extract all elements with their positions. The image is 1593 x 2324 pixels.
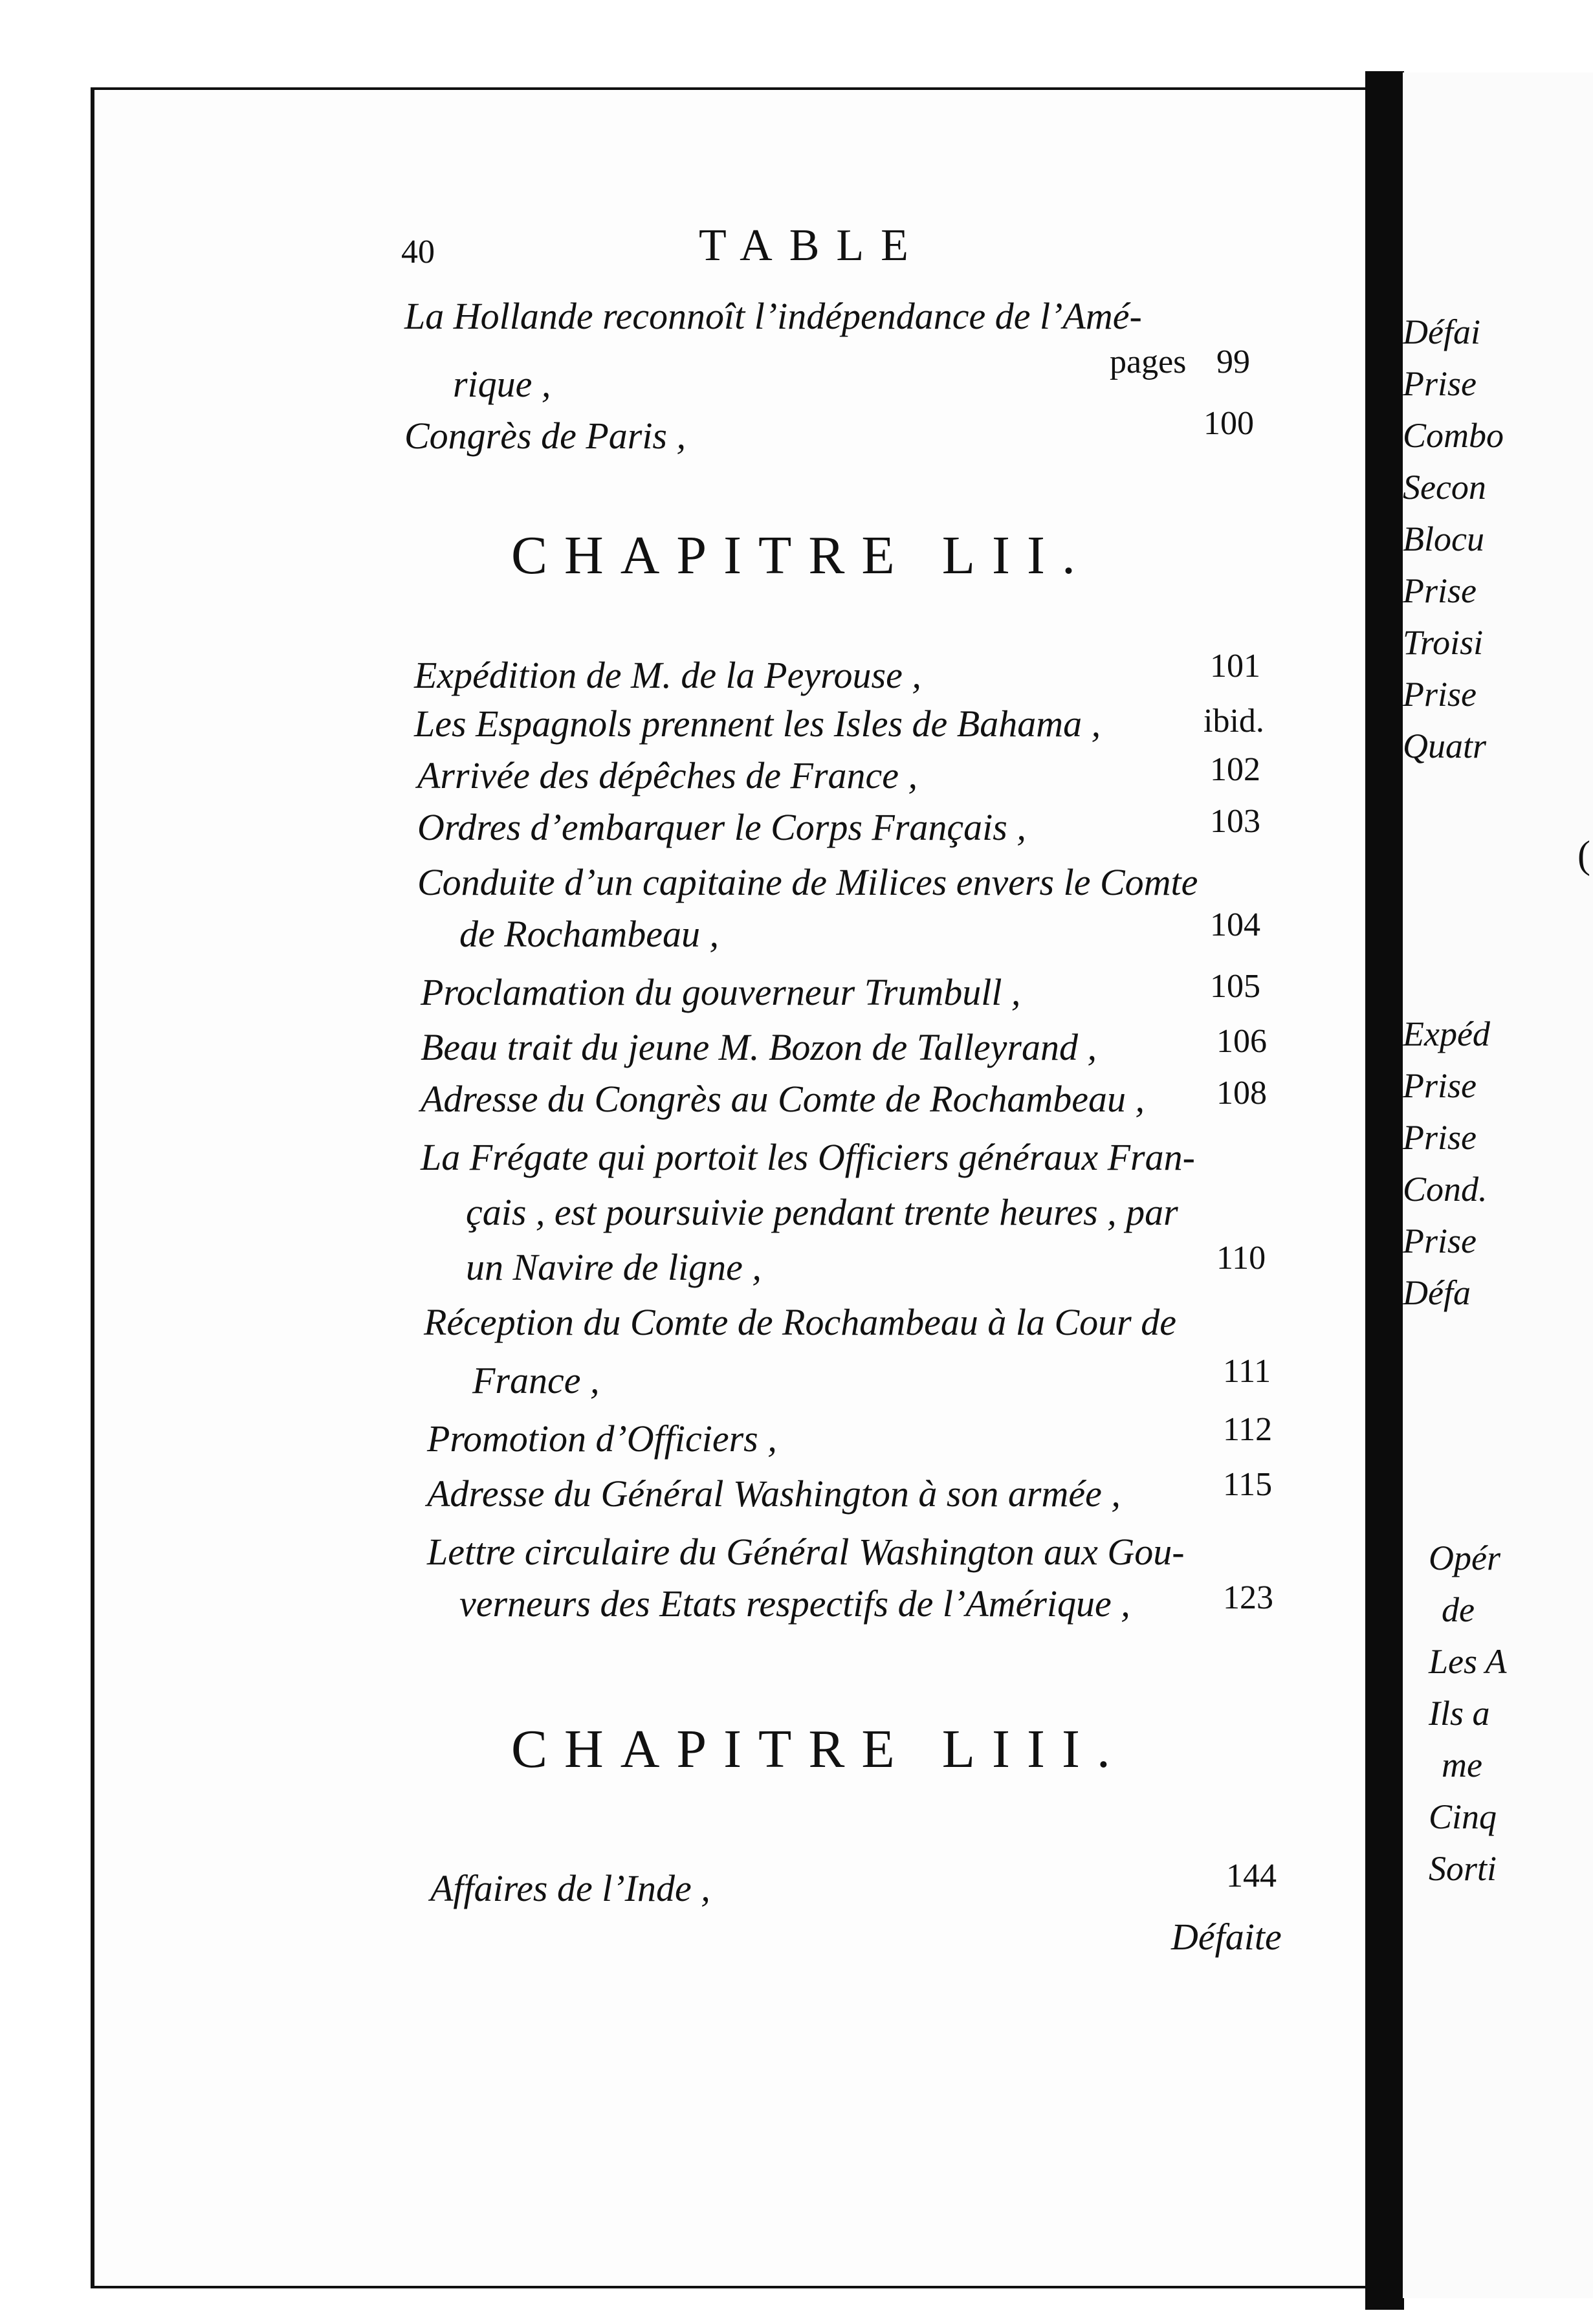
toc-page-number: 108 [1216, 1075, 1267, 1112]
toc-page-number: 112 [1223, 1411, 1273, 1448]
toc-entry-text: Expédition de M. de la Peyrouse , [414, 654, 921, 696]
facing-page [1403, 72, 1593, 2298]
facing-page-fragment: Défai [1403, 312, 1480, 351]
toc-entry-text: Lettre circulaire du Général Washington aux Gou- [427, 1531, 1185, 1573]
facing-page-fragment: Opér [1429, 1539, 1500, 1577]
toc-entry-text: verneurs des Etats respectifs de l’Amérique , [459, 1583, 1130, 1625]
facing-page-fragment: Cond. [1403, 1170, 1488, 1209]
toc-entry-text: Les Espagnols prennent les Isles de Bahama , [414, 703, 1101, 745]
toc-page-number: 111 [1223, 1353, 1271, 1390]
facing-page-fragment: Combo [1403, 416, 1504, 455]
facing-page-fragment: Expéd [1403, 1014, 1490, 1053]
toc-entry-text: Affaires de l’Inde , [430, 1867, 710, 1909]
toc-page-number: ibid. [1203, 703, 1264, 740]
book-gutter [1365, 71, 1404, 2310]
toc-entry-text: Adresse du Congrès au Comte de Rochambeau , [421, 1078, 1145, 1120]
facing-page-fragment: Prise [1403, 675, 1477, 714]
toc-page-number: 115 [1223, 1466, 1273, 1503]
toc-entry-text: France , [472, 1359, 600, 1401]
facing-page-fragment: Prise [1403, 1118, 1477, 1157]
toc-page-number: 144 [1226, 1858, 1277, 1894]
facing-page-fragment: Les A [1429, 1642, 1507, 1681]
toc-entry-text: Beau trait du jeune M. Bozon de Talleyrand , [421, 1026, 1097, 1068]
toc-entry-text: rique , [453, 363, 551, 405]
facing-page-fragment: Secon [1403, 468, 1486, 507]
toc-entry-text: un Navire de ligne , [466, 1246, 762, 1288]
facing-page-fragment: Prise [1403, 1066, 1477, 1105]
toc-page-number: 104 [1210, 906, 1260, 943]
toc-entry-text: Ordres d’embarquer le Corps Français , [417, 806, 1026, 848]
chapter-heading: CHAPITRE LII. [511, 525, 1092, 586]
toc-page-number: 106 [1216, 1023, 1267, 1060]
toc-entry-text: çais , est poursuivie pendant trente heures , par [466, 1191, 1178, 1233]
toc-page-number: 105 [1210, 968, 1260, 1005]
running-title: TABLE [699, 221, 925, 270]
facing-page-fragment: Défa [1403, 1273, 1471, 1312]
toc-entry-text: Congrès de Paris , [404, 415, 686, 457]
toc-entry-text: Réception du Comte de Rochambeau à la Cour de [424, 1301, 1176, 1343]
facing-page-fragment: Prise [1403, 364, 1477, 403]
chapter-heading: CHAPITRE LIII. [511, 1719, 1127, 1779]
toc-entry-text: de Rochambeau , [459, 913, 720, 955]
facing-page-fragment: Ils a [1429, 1694, 1490, 1733]
toc-page-number: 123 [1223, 1579, 1273, 1616]
toc-page-number: 99 [1216, 344, 1250, 380]
facing-page-fragment: Prise [1403, 571, 1477, 610]
toc-entry-text: Promotion d’Officiers , [427, 1418, 777, 1460]
facing-page-fragment: Blocu [1403, 520, 1484, 558]
page-number: 40 [401, 234, 435, 270]
facing-page-fragment: Cinq [1429, 1797, 1497, 1836]
catchword: Défaite [1171, 1916, 1282, 1958]
facing-page-fragment: Sorti [1429, 1849, 1497, 1888]
toc-page-number: 102 [1210, 751, 1260, 788]
facing-chapter-fragment: ( [1577, 833, 1590, 876]
toc-entry-text: Arrivée des dépêches de France , [417, 754, 918, 796]
facing-page-fragment: de [1442, 1590, 1475, 1629]
facing-page-fragment: me [1442, 1746, 1482, 1784]
toc-page-number: 100 [1203, 405, 1254, 442]
facing-page-fragment: Troisi [1403, 623, 1484, 662]
toc-entry-text: Conduite d’un capitaine de Milices envers le Comte [417, 861, 1198, 903]
facing-page-fragment: Quatr [1403, 727, 1487, 765]
facing-page-fragment: Prise [1403, 1222, 1477, 1260]
toc-entry-text: Adresse du Général Washington à son armée , [427, 1473, 1121, 1515]
toc-page-number: 110 [1216, 1240, 1266, 1277]
toc-entry-text: La Frégate qui portoit les Officiers généraux Fran- [421, 1136, 1195, 1178]
page-label: pages [1110, 344, 1187, 380]
toc-entry-text: Proclamation du gouverneur Trumbull , [421, 971, 1021, 1013]
toc-entry-text: La Hollande reconnoît l’indépendance de l’Amé- [404, 295, 1142, 337]
toc-page-number: 101 [1210, 648, 1260, 685]
toc-page-number: 103 [1210, 803, 1260, 840]
